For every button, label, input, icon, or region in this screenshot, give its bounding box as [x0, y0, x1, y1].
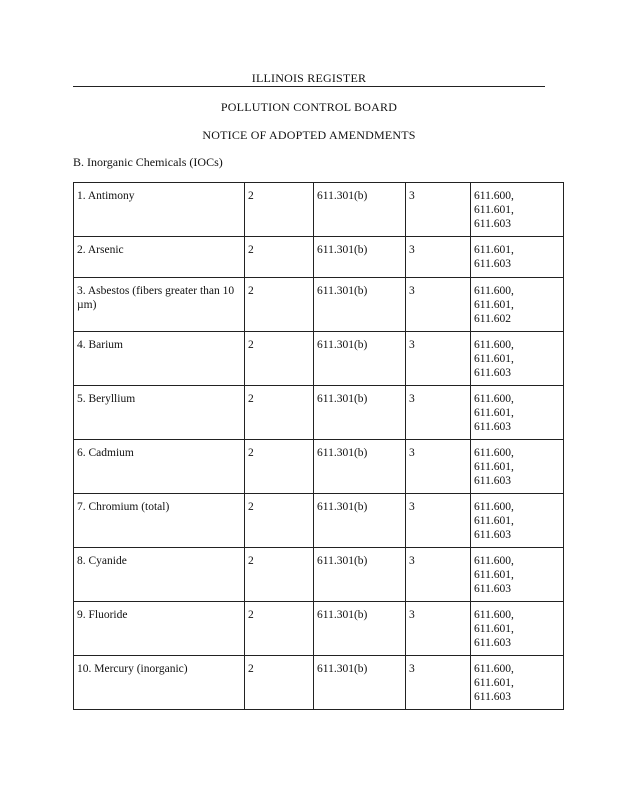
monitoring-section-ref: 611.601, [474, 461, 514, 473]
section-reference-cell: 611.301(b) [314, 656, 406, 710]
notice-title: NOTICE OF ADOPTED AMENDMENTS [202, 128, 416, 142]
ioc-table-container [73, 182, 546, 710]
section-reference-cell: 611.301(b) [314, 440, 406, 494]
section-reference-cell: 611.301(b) [314, 332, 406, 386]
monitoring-sections-cell [471, 602, 564, 656]
monitoring-section-ref: 611.601, [474, 244, 514, 256]
section-reference-cell: 611.301(b) [314, 278, 406, 332]
monitoring-section-ref: 611.603 [474, 421, 511, 433]
table-row [74, 494, 564, 548]
section-reference-cell: 611.301(b) [314, 183, 406, 237]
monitoring-sections-cell [471, 183, 564, 237]
monitoring-section-ref: 611.603 [474, 367, 511, 379]
contaminant-cell: 8. Cyanide [74, 548, 245, 602]
table-row [74, 656, 564, 710]
monitoring-section-ref: 611.600, [474, 501, 514, 513]
monitoring-section-ref: 611.600, [474, 447, 514, 459]
table-row [74, 332, 564, 386]
monitoring-section-ref: 611.600, [474, 339, 514, 351]
monitoring-section-ref: 611.603 [474, 475, 511, 487]
monitoring-section-ref: 611.600, [474, 190, 514, 202]
monitoring-section-ref: 611.601, [474, 569, 514, 581]
column-2-cell: 2 [245, 602, 314, 656]
monitoring-section-ref: 611.600, [474, 393, 514, 405]
ioc-table-body [74, 183, 564, 710]
contaminant-cell: 9. Fluoride [74, 602, 245, 656]
column-4-cell: 3 [406, 332, 471, 386]
table-row [74, 237, 564, 278]
monitoring-sections-cell [471, 494, 564, 548]
column-2-cell: 2 [245, 494, 314, 548]
monitoring-section-ref: 611.601, [474, 204, 514, 216]
monitoring-sections-cell [471, 237, 564, 278]
table-row [74, 278, 564, 332]
monitoring-section-ref: 611.603 [474, 258, 511, 270]
column-4-cell: 3 [406, 548, 471, 602]
ioc-table [73, 182, 564, 710]
monitoring-sections-cell [471, 548, 564, 602]
column-4-cell: 3 [406, 183, 471, 237]
contaminant-cell: 6. Cadmium [74, 440, 245, 494]
column-4-cell: 3 [406, 278, 471, 332]
table-row [74, 602, 564, 656]
monitoring-section-ref: 611.601, [474, 407, 514, 419]
contaminant-cell: 1. Antimony [74, 183, 245, 237]
monitoring-sections-cell [471, 278, 564, 332]
contaminant-cell: 5. Beryllium [74, 386, 245, 440]
table-row [74, 386, 564, 440]
monitoring-section-ref: 611.600, [474, 663, 514, 675]
column-2-cell: 2 [245, 332, 314, 386]
monitoring-section-ref: 611.600, [474, 555, 514, 567]
column-4-cell: 3 [406, 237, 471, 278]
monitoring-section-ref: 611.603 [474, 637, 511, 649]
monitoring-sections-cell [471, 440, 564, 494]
section-reference-cell: 611.301(b) [314, 494, 406, 548]
column-2-cell: 2 [245, 278, 314, 332]
monitoring-section-ref: 611.602 [474, 313, 511, 325]
section-reference-cell: 611.301(b) [314, 602, 406, 656]
monitoring-section-ref: 611.601, [474, 677, 514, 689]
contaminant-cell: 4. Barium [74, 332, 245, 386]
table-row [74, 440, 564, 494]
monitoring-section-ref: 611.601, [474, 623, 514, 635]
monitoring-section-ref: 611.601, [474, 299, 514, 311]
board-name: POLLUTION CONTROL BOARD [220, 100, 398, 114]
column-4-cell: 3 [406, 440, 471, 494]
column-2-cell: 2 [245, 183, 314, 237]
register-title: ILLINOIS REGISTER [251, 71, 367, 85]
monitoring-section-ref: 611.600, [474, 285, 514, 297]
column-4-cell: 3 [406, 494, 471, 548]
contaminant-cell: 3. Asbestos (fibers greater than 10 µm) [74, 278, 245, 332]
section-title: B. Inorganic Chemicals (IOCs) [73, 155, 223, 169]
monitoring-section-ref: 611.603 [474, 529, 511, 541]
column-4-cell: 3 [406, 656, 471, 710]
column-2-cell: 2 [245, 386, 314, 440]
monitoring-section-ref: 611.603 [474, 218, 511, 230]
table-row [74, 183, 564, 237]
monitoring-sections-cell [471, 332, 564, 386]
column-2-cell: 2 [245, 548, 314, 602]
column-2-cell: 2 [245, 237, 314, 278]
contaminant-cell: 2. Arsenic [74, 237, 245, 278]
column-4-cell: 3 [406, 602, 471, 656]
contaminant-cell: 7. Chromium (total) [74, 494, 245, 548]
section-reference-cell: 611.301(b) [314, 237, 406, 278]
column-2-cell: 2 [245, 656, 314, 710]
header-rule [73, 86, 545, 87]
section-reference-cell: 611.301(b) [314, 548, 406, 602]
monitoring-section-ref: 611.601, [474, 353, 514, 365]
table-row [74, 548, 564, 602]
monitoring-sections-cell [471, 386, 564, 440]
section-reference-cell: 611.301(b) [314, 386, 406, 440]
column-2-cell: 2 [245, 440, 314, 494]
monitoring-sections-cell [471, 656, 564, 710]
monitoring-section-ref: 611.603 [474, 691, 511, 703]
monitoring-section-ref: 611.600, [474, 609, 514, 621]
monitoring-section-ref: 611.603 [474, 583, 511, 595]
contaminant-cell: 10. Mercury (inorganic) [74, 656, 245, 710]
column-4-cell: 3 [406, 386, 471, 440]
monitoring-section-ref: 611.601, [474, 515, 514, 527]
